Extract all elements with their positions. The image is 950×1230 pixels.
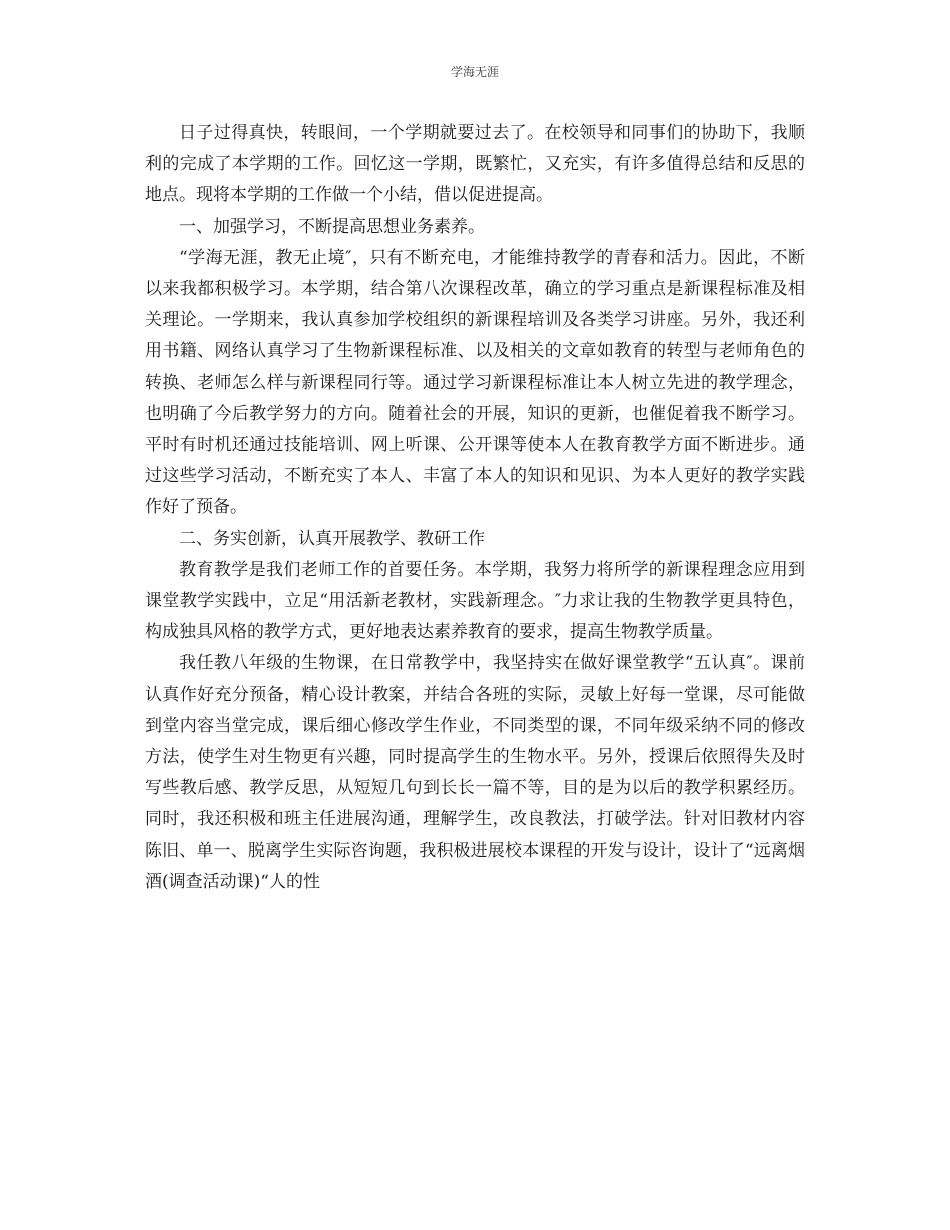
paragraph-teaching-task: 教育教学是我们老师工作的首要任务。本学期，我努力将所学的新课程理念应用到课堂教学实践中，立足“用活新老教材，实践新理念。″力求让我的生物教学更具特色，构成独具风格的教学方式，更好地表达素养教育的要求，提高生物教学质量。 bbox=[145, 559, 805, 643]
section-heading-1: 一、加强学习，不断提高思想业务素养。 bbox=[179, 216, 485, 237]
page-header: 学海无涯 bbox=[450, 65, 499, 79]
document-body bbox=[145, 118, 805, 898]
paragraph-intro: 日子过得真快，转眼间，一个学期就要过去了。在校领导和同事们的协助下，我顺利的完成了本学期的工作。回忆这一学期，既繁忙，又充实，有许多值得总结和反思的地点。现将本学期的工作做一个小结，借以促进提高。 bbox=[145, 123, 805, 206]
paragraph-biology-class: 我任教八年级的生物课，在日常教学中，我坚持实在做好课堂教学“五认真″。课前认真作好充分预备，精心设计教案，并结合各班的实际，灵敏上好每一堂课，尽可能做到堂内容当堂完成，课后细心修改学生作业，不同类型的课，不同年级采纳不同的修改方法，使学生对生物更有兴趣，同时提高学生的生物水平。另外，授课后依照得失及时写些教后感、教学反思，从短短几句到长长一篇不等，目的是为以后的教学积累经历。同时，我还积极和班主任进展沟通，理解学生，改良教法，打破学法。针对旧教材内容陈旧、单一、脱离学生实际咨询题，我积极进展校本课程的开发与设计，设计了“远离烟酒(调查活动课)“人的性 bbox=[145, 653, 805, 892]
paragraph-learning: “学海无涯，教无止境″，只有不断充电，才能维持教学的青春和活力。因此，不断以来我都积极学习。本学期，结合第八次课程改革，确立的学习重点是新课程标准及相关理论。一学期来，我认真参加学校组织的新课程培训及各类学习讲座。另外，我还利用书籍、网络认真学习了生物新课程标准、以及相关的文章如教育的转型与老师角色的转换、老师怎么样与新课程同行等。通过学习新课程标准让本人树立先进的教学理念，也明确了今后教学努力的方向。随着社会的开展，知识的更新，也催促着我不断学习。平时有时机还通过技能培训、网上听课、公开课等使本人在教育教学方面不断进步。通过这些学习活动，不断充实了本人、丰富了本人的知识和见识、为本人更好的教学实践作好了预备。 bbox=[145, 247, 805, 518]
section-heading-2: 二、务实创新，认真开展教学、教研工作 bbox=[179, 528, 485, 549]
